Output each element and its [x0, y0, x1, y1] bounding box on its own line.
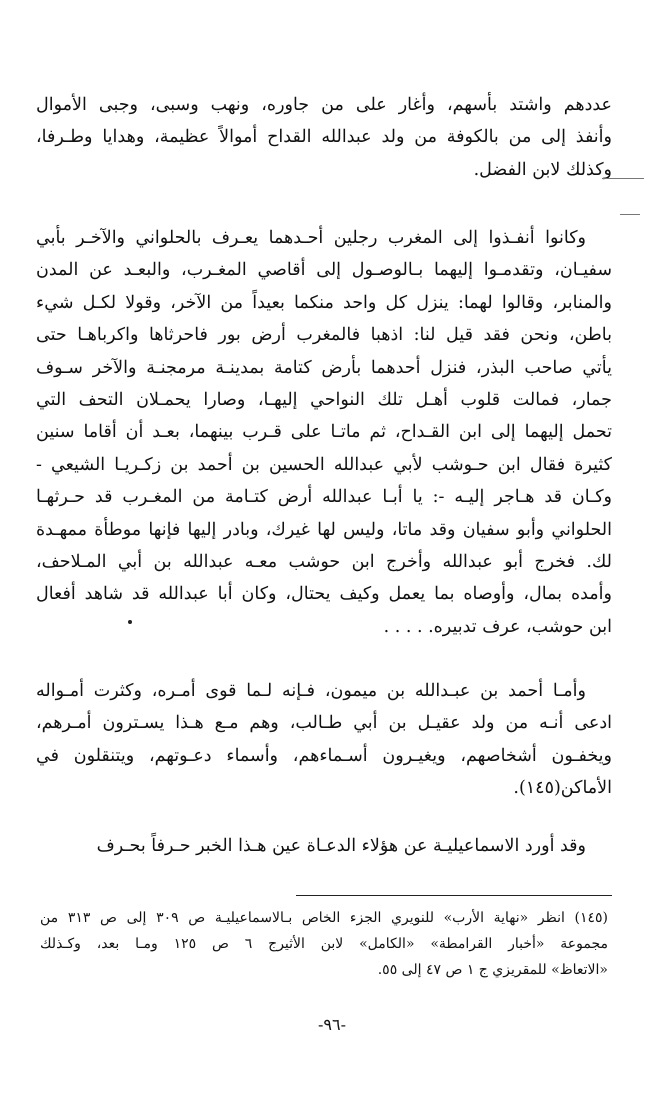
text-line: ابن حوشب، عرف تدبيره. . . . . — [383, 616, 612, 637]
ink-dot — [128, 620, 132, 624]
text-line: وأمـا أحمد بن عبـدالله بن ميمون، فـإنه لـما قوى أمـره، وكثرت أمـواله — [36, 681, 586, 701]
text-line: لك. فخرج أبو عبدالله وأخرج ابن حوشب معـه عبدالله بن أبي المـلاحف، — [36, 552, 612, 573]
paragraph-1 — [36, 89, 612, 186]
footnote-line: مجموعة «أخبار القرامطة» «الكامل» لابن الأثيرج ٦ ص ١٢٥ ومـا بعد، وكـذلك — [40, 936, 608, 952]
paragraph-4 — [36, 830, 612, 862]
text-line: وأنفذ إلى من بالكوفة من ولد عبدالله القداح أموالاً عظيمة، وهدايا وطـرفا، — [36, 127, 612, 148]
text-line: وكانوا أنفـذوا إلى المغرب رجلين أحـدهما يعـرف بالحلواني والآخـر بأبي — [36, 228, 586, 248]
margin-mark — [602, 178, 644, 179]
paragraph-3 — [36, 675, 612, 805]
page-number: -٩٦- — [318, 1015, 346, 1034]
text-line: وأمده بمال، وأوصاه بما يعمل وكيف يحتال، وكان أبا عبدالله قد شاهد أفعال — [36, 584, 612, 605]
footnote-line: (١٤٥) انظر «نهاية الأرب» للنويري الجزء الخاص بـالاسماعيليـة ص ٣٠٩ إلى ص ٣١٣ من — [40, 910, 608, 926]
text-line: وكـان قد هـاجر إليـه -: يا أبـا عبدالله أرض كتـامة من المغـرب قد حـرثهـا — [36, 487, 612, 508]
text-line: جمار، فمالت قلوب أهـل تلك النواحي إليهـا، وصارا يحمـلان التحف التي — [36, 390, 612, 411]
text-line: وقد أورد الاسماعيليـة عن هؤلاء الدعـاة عين هـذا الخبر حـرفاً بحـرف — [96, 836, 586, 856]
text-line: باطن، ونحن فقد قيل لنا: اذهبا فالمغرب أرض بور فاحرثاها واكرباهـا حتى — [36, 325, 612, 346]
text-line: ويخفـون أشخاصهم، ويغيـرون أسـماءهم، وأسماء دعـوتهم، ويتنقلون في — [36, 745, 612, 766]
text-line: يأتي صاحب البذر، فنزل أحدهما بأرض كتامة بمدينـة مرمجنـة والآخر سـوف — [36, 357, 612, 378]
footnote-line: «الاتعاظ» للمقريزي ج ١ ص ٤٧ إلى ٥٥. — [377, 962, 608, 978]
text-line: والمنابر، وقالوا لهما: ينزل كل واحد منكما بعيداً من الآخر، وقولا لكـل شيء — [36, 292, 612, 313]
text-line: ادعى أنـه من ولد عقيـل بن أبي طـالب، وهم مـع هـذا يسـترون أمـرهم، — [36, 713, 612, 734]
text-line: وكذلك لابن الفضل. — [473, 159, 612, 180]
footnote-separator — [296, 895, 612, 896]
paragraph-2 — [36, 222, 612, 643]
text-line: تحمل إليهما إلى ابن القـداح، ثم ماتـا على قـرب بينهما، بعـد أن أقاما سنين — [36, 422, 612, 443]
text-line: عددهم واشتد بأسهم، وأغار على من جاوره، ونهب وسبى، وجبى الأموال — [36, 95, 612, 115]
footnote — [40, 905, 608, 983]
text-line: سفيـان، وتقدمـوا إليهما بـالوصـول إلى أقاصي المغـرب، والبعـد عن المدن — [36, 260, 612, 281]
margin-mark — [620, 214, 640, 215]
text-line: الأماكن(١٤٥). — [513, 778, 612, 799]
text-line: الحلواني وأبو سفيان وقد ماتا، وليس لها غيرك، وبادر إليها فإنها موطأة ممهـدة — [36, 519, 612, 540]
text-line: كثيرة فقال ابن حـوشب لأبي عبدالله الحسين بن أحمد بن زكـريـا الشيعي - — [36, 454, 612, 475]
